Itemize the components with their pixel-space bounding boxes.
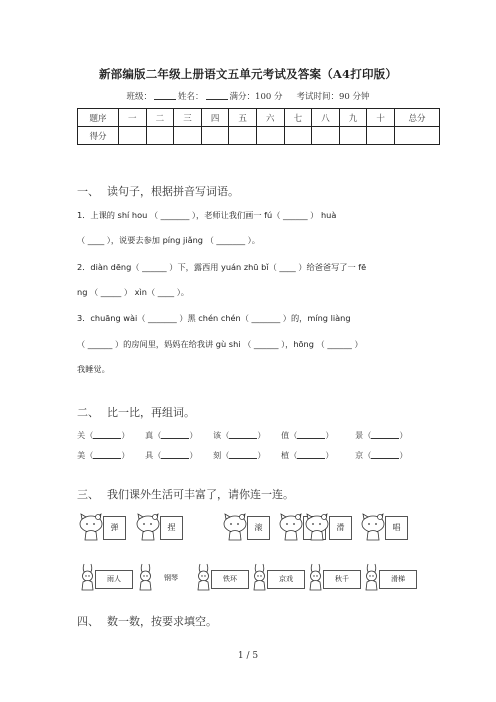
section-2-heading: [77, 404, 195, 420]
page-number: 1 / 5: [237, 651, 259, 661]
score-input-cell[interactable]: [229, 127, 257, 145]
time-label: 考试时间：90 分钟: [296, 92, 370, 102]
paren-close: ）: [257, 430, 266, 440]
section-1-heading: [77, 183, 239, 199]
score-input-cell[interactable]: [174, 127, 202, 145]
score-cell: 七: [284, 109, 312, 127]
compare-item: [281, 430, 349, 441]
compare-item: [77, 450, 145, 461]
word-box: 钢琴: [153, 570, 189, 587]
answer-blank[interactable]: [297, 451, 325, 459]
compare-char: 真（: [145, 430, 162, 440]
paren-close: ）: [399, 430, 408, 440]
compare-char: 京（: [355, 450, 372, 460]
exam-meta: [0, 90, 496, 102]
answer-blank[interactable]: [229, 431, 257, 439]
score-cell: 五: [229, 109, 257, 127]
section-title: 数一数，按要求填空。: [107, 615, 217, 628]
word-box: 唱: [385, 516, 408, 540]
compare-char: 关（: [77, 430, 94, 440]
word-box: 秋千: [323, 570, 361, 589]
paren-close: ）: [121, 450, 130, 460]
answer-blank[interactable]: [93, 451, 121, 459]
question-line: （ ______ ）的房间里，妈妈在给我讲 gù shi （ ______ ），hōng （ ______ ）: [77, 339, 363, 349]
score-table: [77, 108, 440, 145]
score-cell: 总分: [395, 109, 440, 127]
word-box: 铁环: [211, 570, 249, 589]
score-cell: 八: [312, 109, 340, 127]
name-blank[interactable]: [206, 91, 228, 100]
kitty-card[interactable]: [221, 512, 269, 544]
section-number: 一、: [77, 185, 99, 198]
kitty-card[interactable]: [303, 512, 351, 544]
answer-blank[interactable]: [161, 451, 189, 459]
score-cell: 二: [146, 109, 174, 127]
score-input-cell[interactable]: [256, 127, 284, 145]
question-line: （ ____ ），说要去参加 píng jiǎng （ _______ ）。: [77, 235, 260, 245]
word-box: 雨人: [95, 570, 133, 589]
answer-blank[interactable]: [371, 451, 399, 459]
word-box: 滑: [329, 516, 352, 540]
compare-item: [213, 430, 281, 441]
kitty-card[interactable]: [77, 512, 125, 544]
compare-item: [355, 430, 423, 441]
section-number: 三、: [77, 488, 99, 501]
section-title: 比一比，再组词。: [107, 406, 195, 419]
score-cell: 六: [256, 109, 284, 127]
class-blank[interactable]: [154, 91, 176, 100]
compare-char: 景（: [355, 430, 372, 440]
score-input-cell[interactable]: [312, 127, 340, 145]
top-card-row: [77, 512, 412, 547]
compare-char: 值（: [281, 430, 298, 440]
question-line: ng （ _____ ） xìn（ ____ ）。: [77, 287, 189, 297]
word-box: 滑梯: [379, 570, 417, 589]
section-3-heading: [77, 486, 294, 502]
bunny-card[interactable]: [77, 562, 133, 592]
compare-char: 刻（: [213, 450, 230, 460]
paren-close: ）: [257, 450, 266, 460]
word-box: 弹: [103, 516, 126, 540]
bunny-card[interactable]: [249, 562, 305, 592]
score-cell: 九: [339, 109, 367, 127]
compare-item: [145, 430, 213, 441]
score-label: 满分：100 分: [229, 92, 283, 102]
bunny-card[interactable]: [135, 562, 191, 592]
question-line: 我睡觉。: [77, 364, 110, 374]
answer-blank[interactable]: [371, 431, 399, 439]
word-box: 捏: [160, 516, 183, 540]
compare-row-1: [77, 430, 423, 441]
paren-close: ）: [325, 450, 334, 460]
section-title: 我们课外生活可丰富了，请你连一连。: [107, 488, 294, 501]
score-cell: 十: [367, 109, 395, 127]
compare-char: 植（: [281, 450, 298, 460]
answer-blank[interactable]: [93, 431, 121, 439]
score-table-header-row: [78, 109, 440, 127]
compare-item: [213, 450, 281, 461]
bunny-card[interactable]: [193, 562, 249, 592]
score-cell: 一: [119, 109, 147, 127]
score-cell: 四: [201, 109, 229, 127]
score-input-cell[interactable]: [201, 127, 229, 145]
section-number: 二、: [77, 406, 99, 419]
paren-close: ）: [121, 430, 130, 440]
compare-char: 该（: [213, 430, 230, 440]
paren-close: ）: [189, 430, 198, 440]
score-cell: 题序: [78, 109, 119, 127]
kitty-card[interactable]: [134, 512, 182, 544]
paren-close: ）: [325, 430, 334, 440]
bottom-card-row: [77, 562, 412, 594]
section-4-heading: [77, 613, 217, 629]
question-line: 3．chuāng wài（ _______ ）黑 chén chén（ _______ ）的，míng liàng: [77, 313, 351, 323]
kitty-card[interactable]: [359, 512, 407, 544]
question-line: 2．diàn dēng（ ______ ）下，露西用 yuán zhū bǐ（ ____ ）给爸爸写了一 fē: [77, 262, 367, 272]
section-number: 四、: [77, 615, 99, 628]
word-box: 滚: [247, 516, 270, 540]
score-input-cell[interactable]: [395, 127, 440, 145]
paren-close: ）: [399, 450, 408, 460]
answer-blank[interactable]: [161, 431, 189, 439]
score-table-score-row: [78, 127, 440, 145]
score-input-cell[interactable]: [119, 127, 147, 145]
section-title: 读句子，根据拼音写词语。: [107, 185, 239, 198]
answer-blank[interactable]: [297, 431, 325, 439]
compare-item: [281, 450, 349, 461]
question-line: 1．上课的 shí hou （ _______ ），老师让我们画一 fú（ ______ ） huà: [77, 210, 337, 220]
compare-item: [355, 450, 423, 461]
answer-blank[interactable]: [229, 451, 257, 459]
word-box: 京戏: [267, 570, 305, 589]
compare-item: [77, 430, 145, 441]
score-cell: 得分: [78, 127, 119, 145]
score-input-cell[interactable]: [146, 127, 174, 145]
paren-close: ）: [189, 450, 198, 460]
class-label: 班级：: [126, 92, 153, 102]
compare-char: 具（: [145, 450, 162, 460]
score-input-cell[interactable]: [367, 127, 395, 145]
exam-title: 新部编版二年级上册语文五单元考试及答案（A4打印版）: [98, 67, 398, 81]
score-input-cell[interactable]: [284, 127, 312, 145]
bunny-card[interactable]: [305, 562, 361, 592]
compare-char: 美（: [77, 450, 94, 460]
compare-row-2: [77, 450, 423, 461]
name-label: 姓名：: [178, 92, 204, 102]
score-input-cell[interactable]: [339, 127, 367, 145]
score-cell: 三: [174, 109, 202, 127]
compare-item: [145, 450, 213, 461]
bunny-card[interactable]: [361, 562, 417, 592]
